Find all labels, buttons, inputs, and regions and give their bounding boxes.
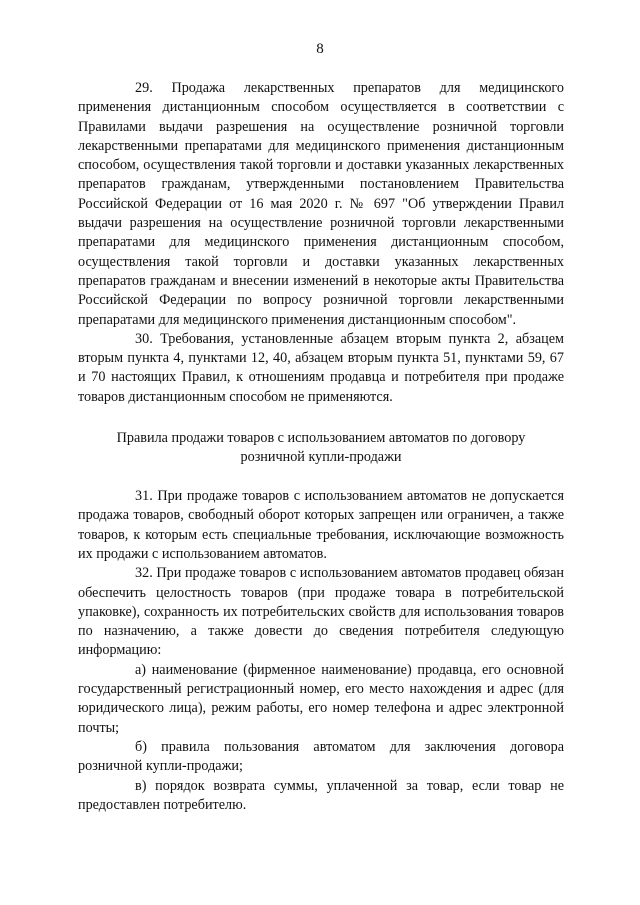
- subitem-b: б) правила пользования автоматом для заключения договора розничной купли-продажи;: [78, 738, 564, 775]
- subitem-v: в) порядок возврата суммы, уплаченной за товар, если товар не предоставлен потребителю.: [78, 777, 564, 813]
- section-heading: Правила продажи товаров с использованием автоматов по договору розничной купли-продажи: [116, 430, 526, 466]
- document-body: [78, 79, 564, 815]
- paragraph-30: 30. Требования, установленные абзацем вторым пункта 2, абзацем вторым пункта 4, пунктами 12, 40, абзацем вторым пункта 51, пунктами 59, 67 и 70 настоящих Правил, к отношениям продавца и потребителя при продаже товаров дистанционным способом не применяются.: [78, 330, 564, 405]
- paragraph-31: 31. При продаже товаров с использованием автоматов не допускается продажа товаров, свободный оборот которых запрещен или ограничен, а также товаров, к которым есть специальные требования, исключающие возможность их продажи с использованием автоматов.: [78, 488, 564, 562]
- subitem-a: а) наименование (фирменное наименование) продавца, его основной государственный регистрационный номер, его место нахождения и адрес (для юридического лица), режим работы, его номер телефона и адрес электронной почты;: [78, 661, 564, 736]
- paragraph-29: 29. Продажа лекарственных препаратов для медицинского применения дистанционным способом осуществляется в соответствии с Правилами выдачи разрешения на осуществление розничной торговли лекарственными препаратами для медицинского применения дистанционным способом, осуществления такой торговли и доставки указанных лекарственных препаратов гражданам, утвержденными постановлением Правительства Российской Федерации от 16 мая 2020 г. № 697 "Об утверждении Правил выдачи разрешения на осуществление розничной торговли лекарственными препаратами для медицинского применения дистанционным способом, осуществления такой торговли и доставки указанных лекарственных препаратов гражданам и внесении изменений в некоторые акты Правительства Российской Федерации по вопросу розничной торговли лекарственными препаратами для медицинского применения дистанционным способом".: [78, 80, 564, 328]
- paragraph-32: 32. При продаже товаров с использованием автоматов продавец обязан обеспечить целостность товаров (при продаже товара в потребительской упаковке), сохранность их потребительских свойств для использования товаров по назначению, а также довести до сведения потребителя следующую информацию:: [78, 565, 564, 659]
- page-number: 8: [316, 41, 324, 57]
